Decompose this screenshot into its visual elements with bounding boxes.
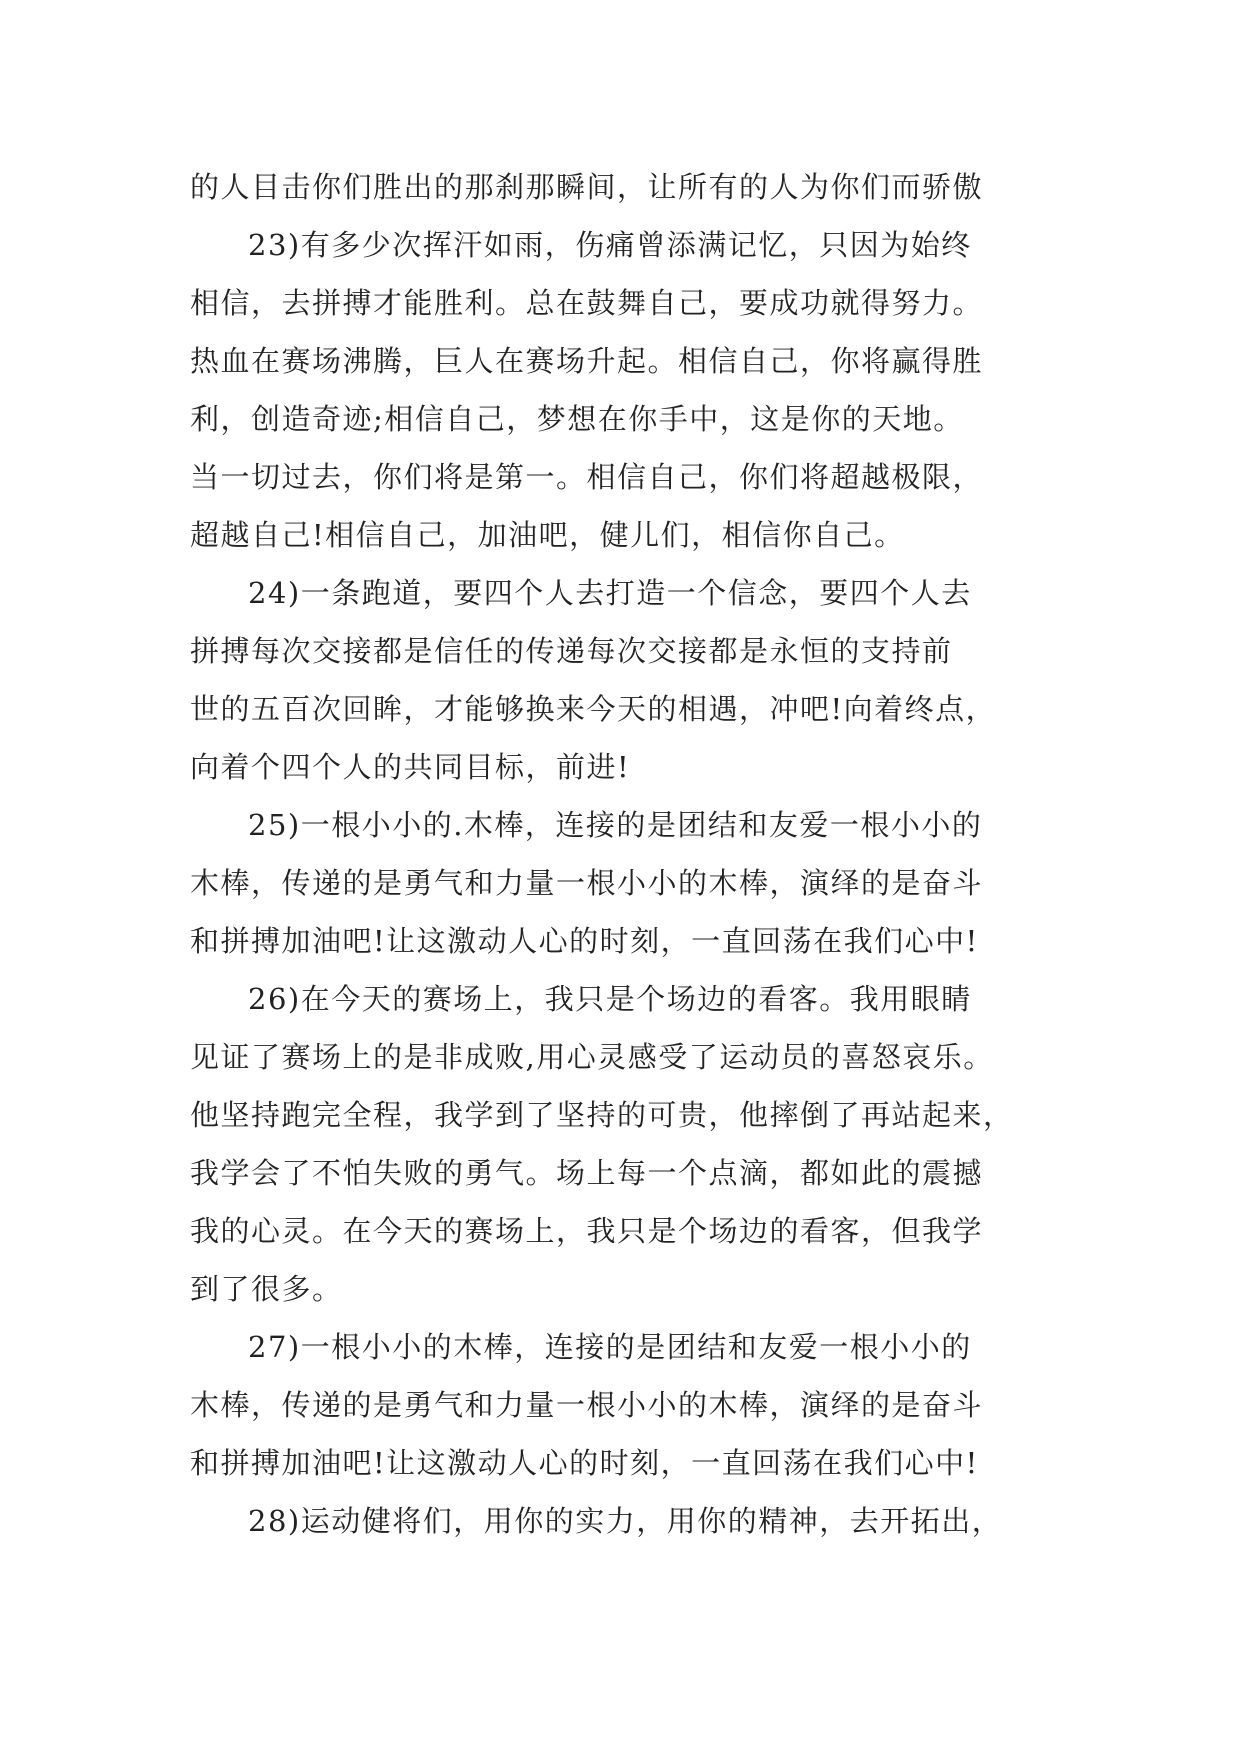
paragraph-23-start: 23)有多少次挥汗如雨，伤痛曾添满记忆，只因为始终 xyxy=(248,228,972,262)
paragraph-24-start: 24)一条跑道，要四个人去打造一个信念，要四个人去 xyxy=(248,576,972,610)
paragraph-25-start: 25)一根小小的.木棒，连接的是团结和友爱一根小小的 xyxy=(248,808,983,842)
text-line: 我的心灵。在今天的赛场上，我只是个场边的看客，但我学 xyxy=(190,1214,984,1248)
text-line: 相信，去拼搏才能胜利。总在鼓舞自己，要成功就得努力。 xyxy=(190,286,984,320)
paragraph-27-start: 27)一根小小的木棒，连接的是团结和友爱一根小小的 xyxy=(248,1330,972,1364)
body-text xyxy=(190,158,1070,1550)
text-line: 超越自己!相信自己，加油吧，健儿们，相信你自己。 xyxy=(190,518,905,552)
text-line: 和拼搏加油吧!让这激动人心的时刻，一直回荡在我们心中! xyxy=(190,1446,979,1480)
text-line: 到了很多。 xyxy=(190,1272,343,1306)
text-line: 利，创造奇迹;相信自己，梦想在你手中，这是你的天地。 xyxy=(190,402,964,436)
text-line: 当一切过去，你们将是第一。相信自己，你们将超越极限， xyxy=(190,460,984,494)
text-line: 热血在赛场沸腾，巨人在赛场升起。相信自己，你将赢得胜 xyxy=(190,344,984,378)
text-line: 和拼搏加油吧!让这激动人心的时刻，一直回荡在我们心中! xyxy=(190,924,979,958)
text-line: 木棒，传递的是勇气和力量一根小小的木棒，演绎的是奋斗 xyxy=(190,1388,984,1422)
text-line: 世的五百次回眸，才能够换来今天的相遇，冲吧!向着终点， xyxy=(190,692,997,726)
paragraph-28-start: 28)运动健将们，用你的实力，用你的精神，去开拓出， xyxy=(248,1504,1003,1538)
text-line: 他坚持跑完全程，我学到了坚持的可贵，他摔倒了再站起来， xyxy=(190,1098,1014,1132)
text-line: 我学会了不怕失败的勇气。场上每一个点滴，都如此的震撼 xyxy=(190,1156,984,1190)
text-line: 的人目击你们胜出的那刹那瞬间，让所有的人为你们而骄傲 xyxy=(190,170,984,204)
paragraph-26-start: 26)在今天的赛场上，我只是个场边的看客。我用眼睛 xyxy=(248,982,972,1016)
text-line: 拼搏每次交接都是信任的传递每次交接都是永恒的支持前 xyxy=(190,634,953,668)
text-line: 木棒，传递的是勇气和力量一根小小的木棒，演绎的是奋斗 xyxy=(190,866,984,900)
text-line: 向着个四个人的共同目标，前进! xyxy=(190,750,631,784)
text-line: 见证了赛场上的是非成败,用心灵感受了运动员的喜怒哀乐。 xyxy=(190,1040,994,1074)
